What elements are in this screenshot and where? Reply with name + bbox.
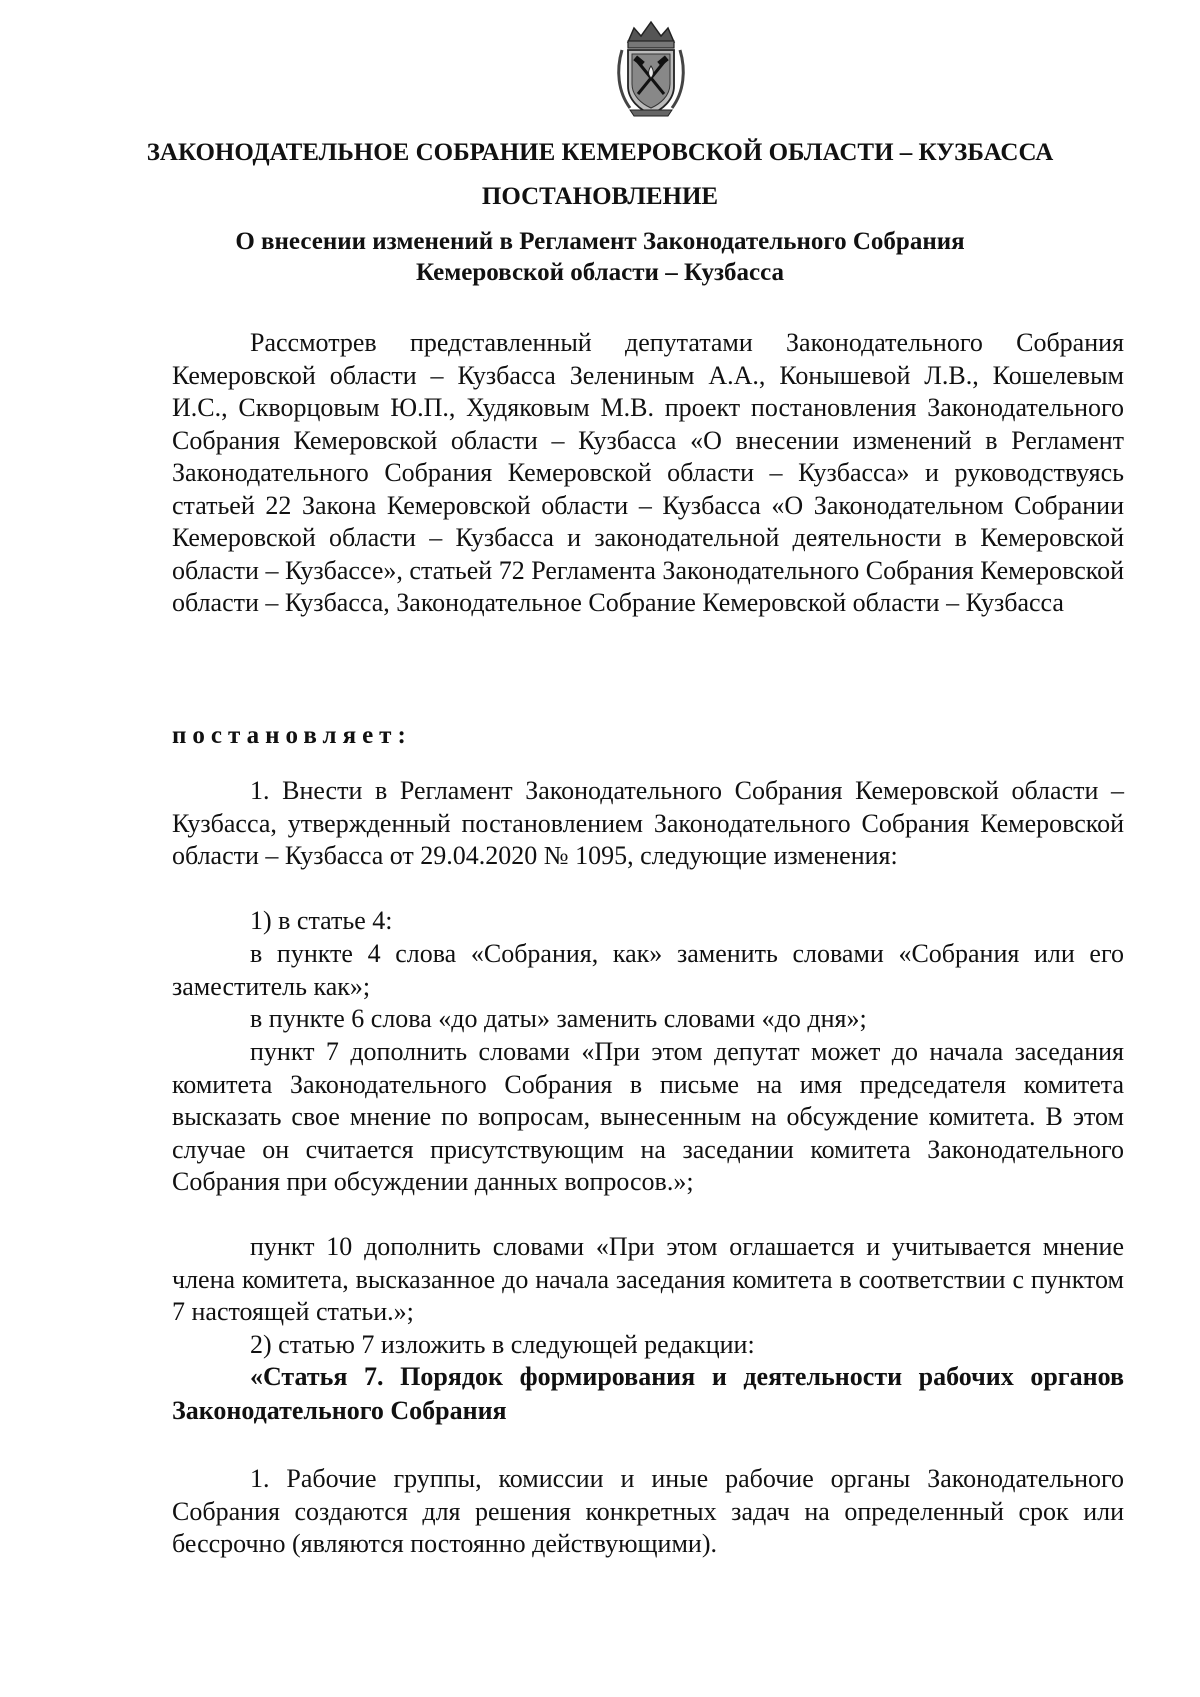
document-title <box>0 226 1200 288</box>
subitem-1-heading: 1) в статье 4: <box>250 906 393 935</box>
subitem-1-point-4: в пункте 4 слова «Собрания, как» заменить словами «Собрания или его заместитель как»; <box>172 939 1124 1001</box>
subitem-1-point-7: пункт 7 дополнить словами «При этом депутат может до начала заседания комитета Законодательного Собрания в письме на имя председателя комитета высказать свое мнение по вопросам, вынесенным на обсуждение комитета. В этом случае он считается присутствующим на заседании комитета Законодательного Собрания при обсуждении данных вопросов.»; <box>172 1037 1124 1196</box>
organization-name: ЗАКОНОДАТЕЛЬНОЕ СОБРАНИЕ КЕМЕРОВСКОЙ ОБЛАСТИ – КУЗБАССА <box>146 139 1054 166</box>
article-7-paragraph-1: 1. Рабочие группы, комиссии и иные рабочие органы Законодательного Собрания создаются для решения конкретных задач на определенный срок или бессрочно (являются постоянно действующими). <box>172 1464 1124 1558</box>
document-type: ПОСТАНОВЛЕНИЕ <box>481 183 719 210</box>
subitem-2-heading: 2) статью 7 изложить в следующей редакции: <box>250 1330 755 1359</box>
document-title-line-2: Кемеровской области – Кузбасса <box>415 259 785 286</box>
subitem-1-point-10: пункт 10 дополнить словами «При этом оглашается и учитывается мнение члена комитета, высказанное до начала заседания комитета в соответствии с пунктом 7 настоящей статьи.»; <box>172 1232 1124 1326</box>
article-7-heading: «Статья 7. Порядок формирования и деятельности рабочих органов Законодательного Собрания <box>172 1362 1124 1425</box>
document-title-line-1: О внесении изменений в Регламент Законодательного Собрания <box>235 228 965 255</box>
item-1-paragraph: 1. Внести в Регламент Законодательного Собрания Кемеровской области – Кузбасса, утвержденный постановлением Законодательного Собрания Кемеровской области – Кузбасса от 29.04.2020 № 1095, следующие изменения: <box>172 776 1124 870</box>
decree-verb: постановляет: <box>172 722 412 749</box>
subitem-1-point-6: в пункте 6 слова «до даты» заменить словами «до дня»; <box>250 1004 867 1033</box>
kuzbass-coat-of-arms-icon <box>614 20 688 118</box>
preamble-paragraph: Рассмотрев представленный депутатами Законодательного Собрания Кемеровской области – Кузбасса Зелениным А.А., Конышевой Л.В., Кошелевым И.С., Скворцовым Ю.П., Худяковым М.В. проект постановления Законодательного Собрания Кемеровской области – Кузбасса «О внесении изменений в Регламент Законодательного Собрания Кемеровской области – Кузбасса» и руководствуясь статьей 22 Закона Кемеровской области – Кузбасса «О Законодательном Собрании Кемеровской области – Кузбасса и законодательной деятельности в Кемеровской области – Кузбассе», статьей 72 Регламента Законодательного Собрания Кемеровской области – Кузбасса, Законодательное Собрание Кемеровской области – Кузбасса <box>172 328 1124 617</box>
